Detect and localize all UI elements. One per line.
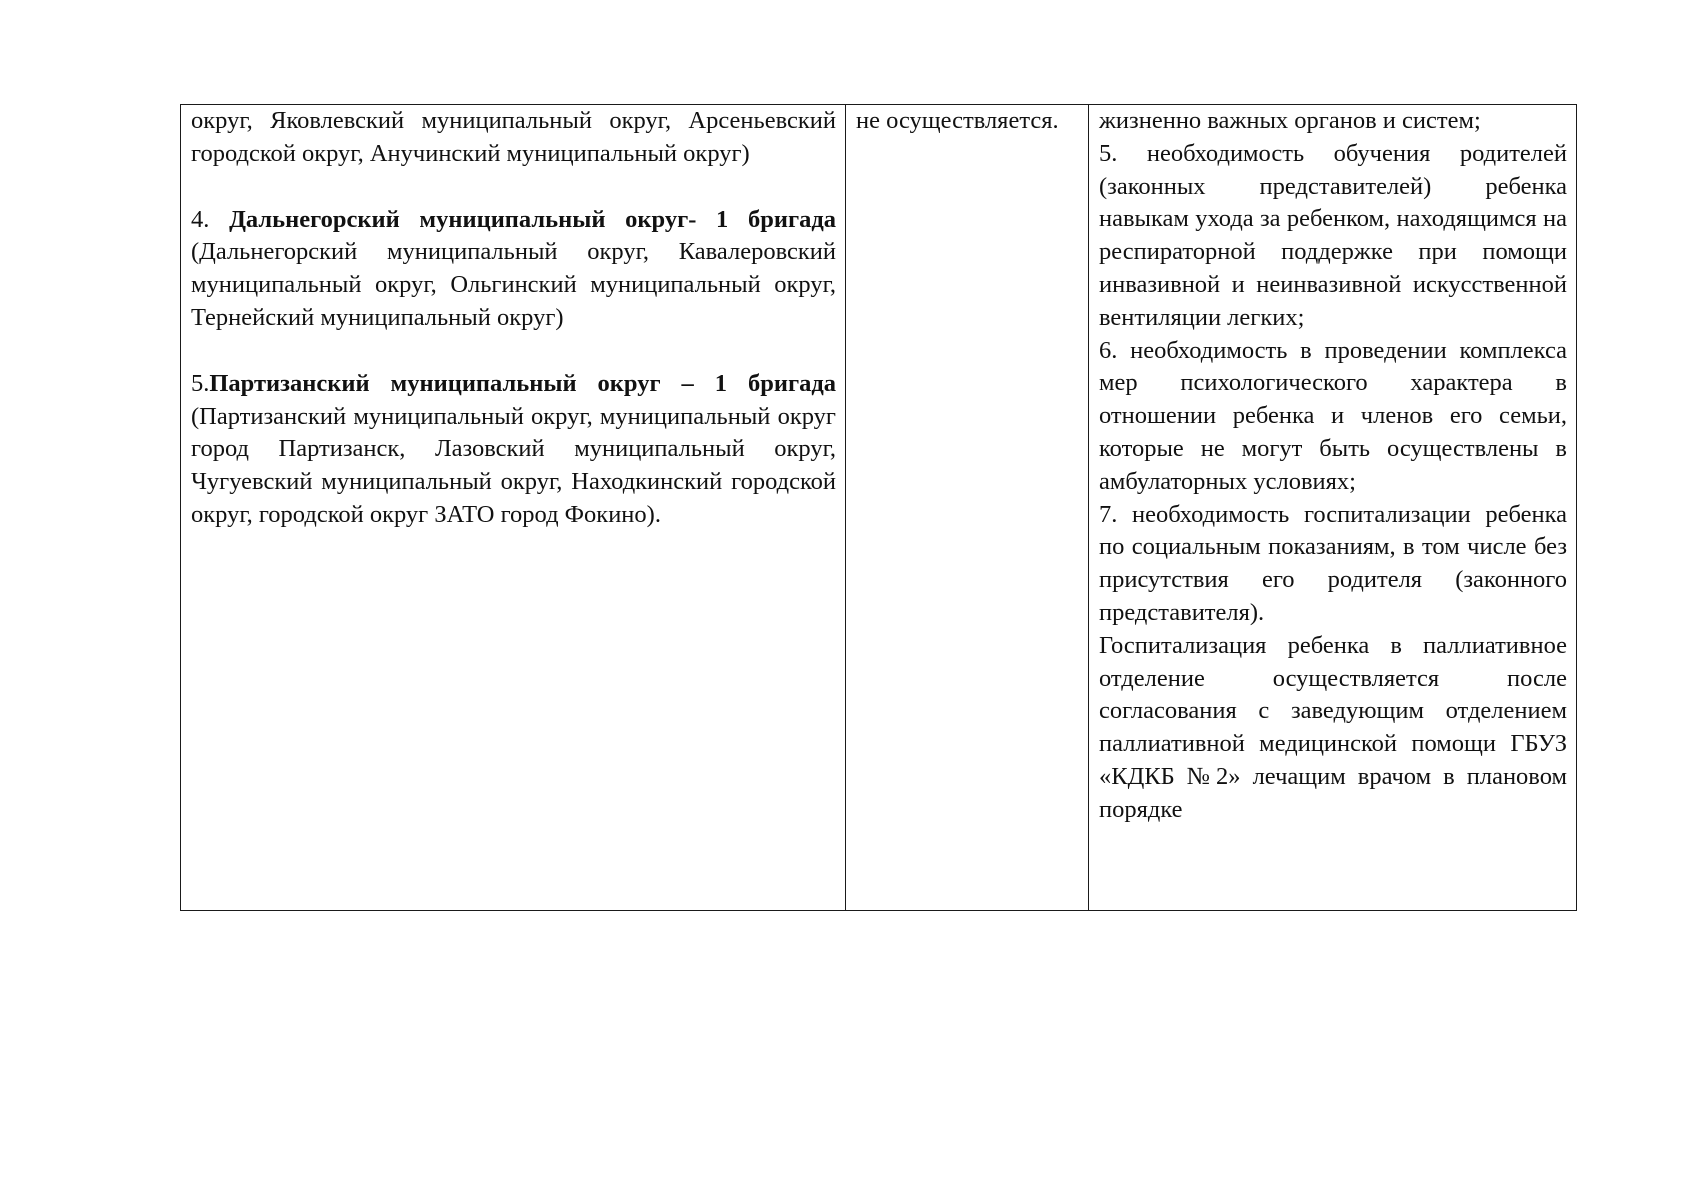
item-4-details: (Дальнегорский муниципальный округ, Кавалеровский муниципальный округ, Ольгинский муниципальный округ, Тернейский муниципальный округ) bbox=[191, 238, 836, 331]
district-item-4 bbox=[191, 204, 836, 335]
item-5-details: (Партизанский муниципальный округ, муниципальный округ город Партизанск, Лазовский муниципальный округ, Чугуевский муниципальный округ, Находкинский городской округ, городской округ ЗАТО город Фокино). bbox=[191, 402, 836, 528]
districts-cell bbox=[181, 105, 846, 911]
status-text: не осуществляется. bbox=[856, 107, 1059, 134]
table-row bbox=[181, 105, 1577, 911]
criteria-cell bbox=[1089, 105, 1577, 911]
item-4-number: 4. bbox=[191, 205, 210, 233]
criteria-paragraph-1: жизненно важных органов и систем; bbox=[1099, 107, 1481, 134]
criteria-paragraph-2: 5. необходимость обучения родителей (законных представителей) ребенка навыкам ухода за ребенком, находящимся на респираторной поддержке при помощи инвазивной и неинвазивной искусственной вентиляции легких; bbox=[1099, 139, 1567, 331]
districts-intro-paragraph: округ, Яковлевский муниципальный округ, Арсеньевский городской округ, Анучинский муниципальный округ) bbox=[191, 107, 836, 167]
item-5-number: 5. bbox=[191, 369, 210, 397]
paragraph-gap bbox=[191, 171, 836, 204]
item-4-title: Дальнегорский муниципальный округ- 1 бригада bbox=[229, 205, 837, 233]
status-cell bbox=[846, 105, 1089, 911]
paragraph-gap bbox=[191, 335, 836, 368]
criteria-paragraph-5: Госпитализация ребенка в паллиативное отделение осуществляется после согласования с заведующим отделением паллиативной медицинской помощи ГБУЗ «КДКБ №2» лечащим врачом в плановом порядке bbox=[1099, 631, 1567, 823]
district-item-5 bbox=[191, 368, 836, 532]
document-table bbox=[180, 104, 1577, 911]
criteria-paragraph-3: 6. необходимость в проведении комплекса мер психологического характера в отношении ребенка и членов его семьи, которые не могут быть осуществлены в амбулаторных условиях; bbox=[1099, 336, 1567, 495]
item-5-title: Партизанский муниципальный округ – 1 бригада bbox=[209, 369, 836, 397]
criteria-paragraph-4: 7. необходимость госпитализации ребенка по социальным показаниям, в том числе без присутствия его родителя (законного представителя). bbox=[1099, 500, 1567, 626]
